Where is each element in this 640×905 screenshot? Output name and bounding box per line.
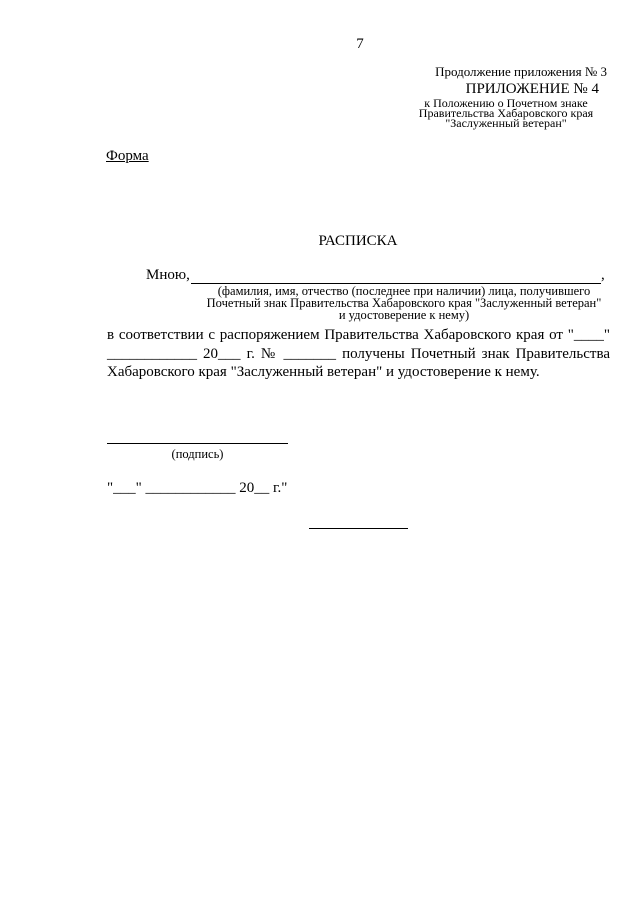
appendix-title: ПРИЛОЖЕНИЕ № 4 [465, 81, 599, 97]
document-title: РАСПИСКА [318, 233, 398, 249]
appendix-reference-line: "Заслуженный ветеран" [445, 116, 567, 130]
date-line: "___" ____________ 20__ г." [107, 480, 288, 496]
recipient-caption-line: (фамилия, имя, отчество (последнее при наличии) лица, получившего [217, 284, 591, 298]
recipient-caption-line: Почетный знак Правительства Хабаровского края "Заслуженный ветеран" [206, 296, 602, 310]
appendix-reference-line: Правительства Хабаровского края [418, 106, 594, 120]
recipient-label: Мною, [146, 267, 190, 283]
continuation-note: Продолжение приложения № 3 [435, 64, 607, 79]
form-label: Форма [106, 148, 149, 164]
signature-caption: (подпись) [171, 447, 224, 461]
recipient-caption-line: и удостоверение к нему) [338, 308, 470, 322]
signature-field[interactable] [107, 443, 288, 444]
receipt-body-text: в соответствии с распоряжением Правительства Хабаровского края от "____" ____________ 20___ г. № _______ получены Почетный знак Правительства Хабаровского края "Заслуженный ветеран" и удостоверение к нему. [107, 327, 610, 380]
recipient-comma: , [601, 267, 605, 283]
page-number: 7 [356, 36, 364, 52]
appendix-reference-line: к Положению о Почетном знаке [424, 96, 588, 110]
end-separator-line [309, 528, 408, 529]
